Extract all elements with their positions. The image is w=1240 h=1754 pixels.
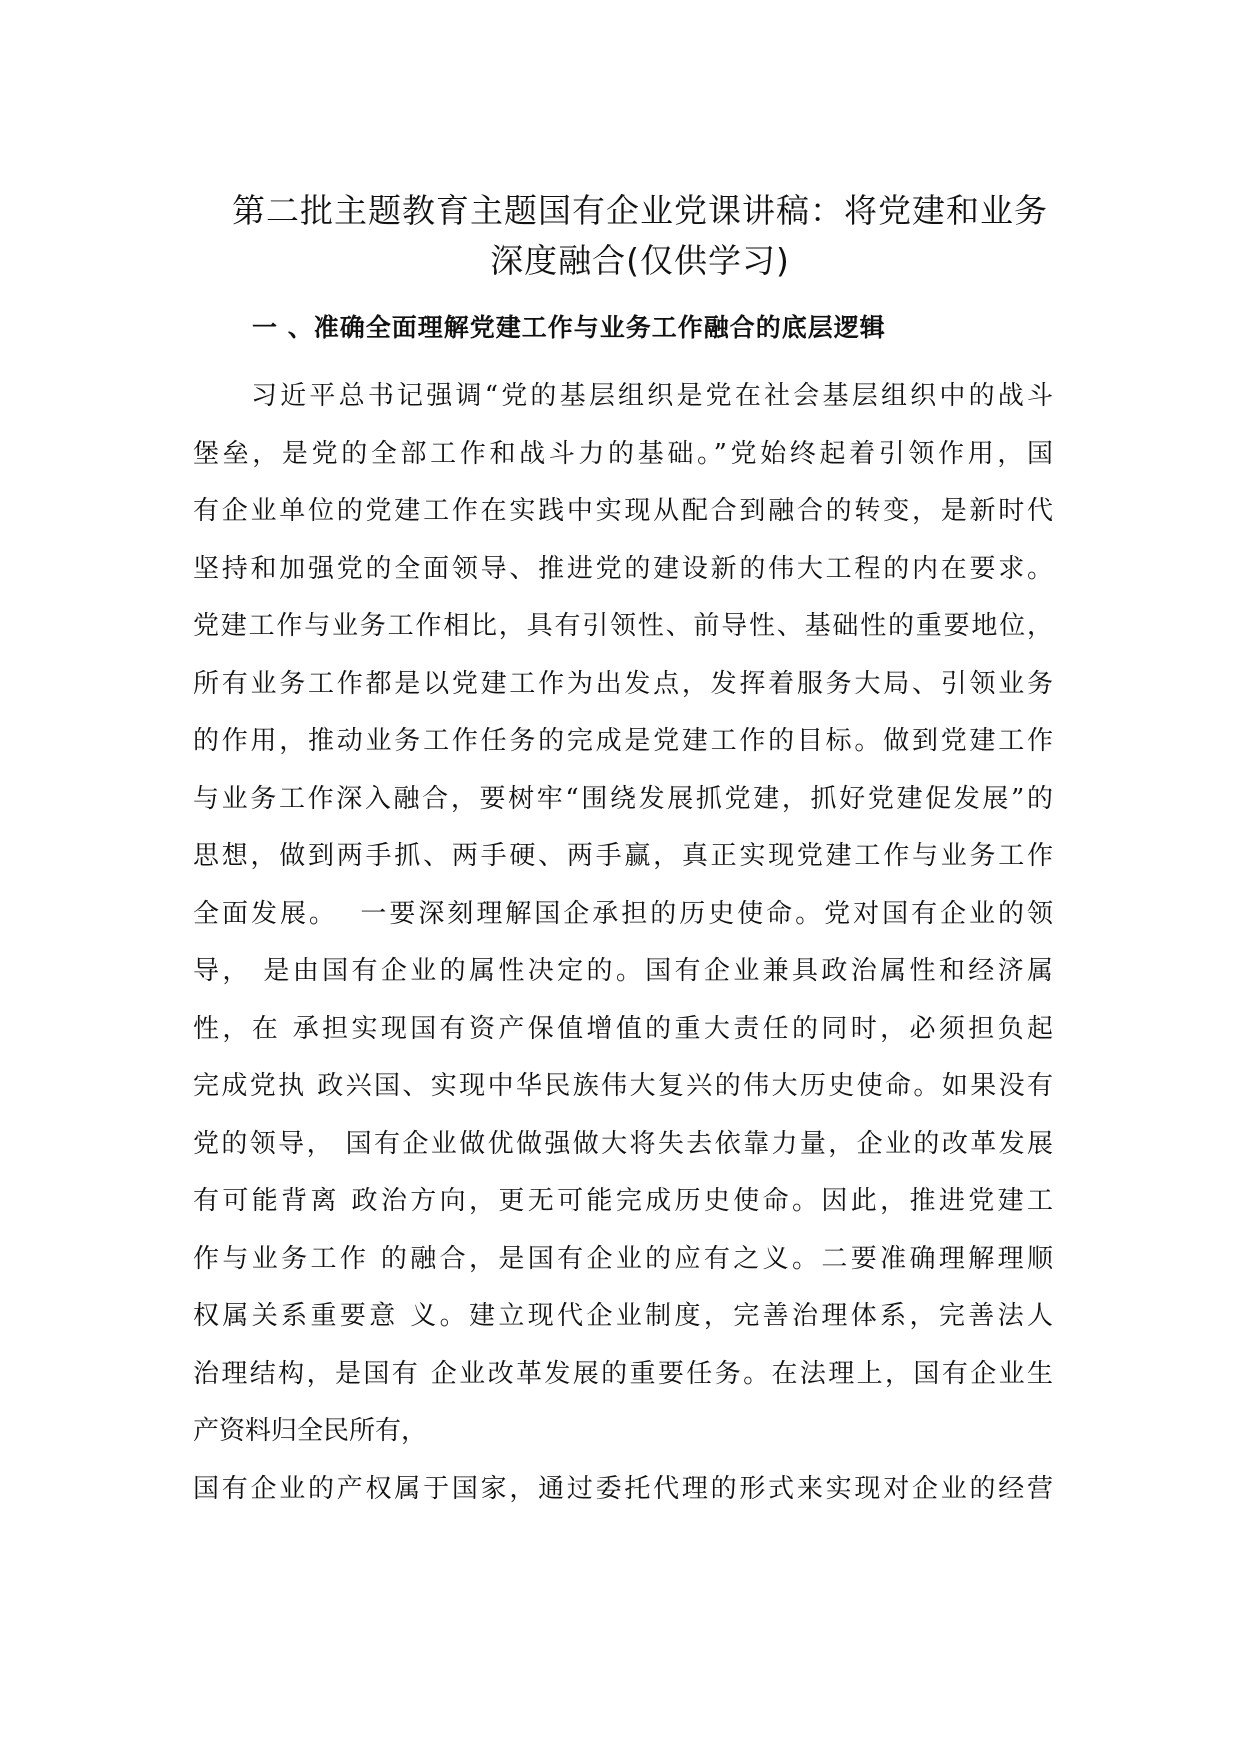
body-text bbox=[193, 368, 1053, 1518]
body-line: 性，在 承担实现国有资产保值增值的重大责任的同时，必须担负起 bbox=[193, 1013, 1053, 1044]
body-line: 完成党执 政兴国、实现中华民族伟大复兴的伟大历史使命。如果没有 bbox=[193, 1071, 1053, 1101]
body-line: 堡垒，是党的全部工作和战斗力的基础。”党始终起着引领作用，国 bbox=[193, 438, 1053, 469]
title-line-2: 深度融合(仅供学习) bbox=[490, 241, 790, 280]
title-line-1: 第二批主题教育主题国有企业党课讲稿：将党建和业务 bbox=[232, 191, 1048, 230]
section-heading: 一 、准确全面理解党建工作与业务工作融合的底层逻辑 bbox=[252, 313, 886, 342]
body-line: 党建工作与业务工作相比，具有引领性、前导性、基础性的重要地位， bbox=[193, 611, 1053, 641]
body-line: 国有企业的产权属于国家，通过委托代理的形式来实现对企业的经营 bbox=[193, 1473, 1053, 1504]
body-line: 作与业务工作 的融合，是国有企业的应有之义。二要准确理解理顺 bbox=[193, 1243, 1053, 1274]
body-line: 全面发展。 一要深刻理解国企承担的历史使命。党对国有企业的领 bbox=[193, 898, 1053, 929]
body-line: 的作用，推动业务工作任务的完成是党建工作的目标。做到党建工作 bbox=[193, 726, 1053, 756]
body-line: 有企业单位的党建工作在实践中实现从配合到融合的转变，是新时代 bbox=[193, 496, 1053, 526]
body-line: 思想，做到两手抓、两手硬、两手赢，真正实现党建工作与业务工作 bbox=[193, 841, 1053, 871]
body-line: 有可能背离 政治方向，更无可能完成历史使命。因此，推进党建工 bbox=[193, 1186, 1053, 1216]
body-line: 坚持和加强党的全面领导、推进党的建设新的伟大工程的内在要求。 bbox=[193, 553, 1053, 584]
body-line: 党的领导， 国有企业做优做强做大将失去依靠力量，企业的改革发展 bbox=[193, 1128, 1053, 1159]
body-line: 习近平总书记强调“党的基层组织是党在社会基层组织中的战斗 bbox=[251, 381, 1053, 411]
body-line: 与业务工作深入融合，要树牢“围绕发展抓党建，抓好党建促发展”的 bbox=[193, 783, 1053, 814]
document-title bbox=[200, 186, 1080, 286]
body-line: 权属关系重要意 义。建立现代企业制度，完善治理体系，完善法人 bbox=[193, 1301, 1053, 1331]
body-line: 导， 是由国有企业的属性决定的。国有企业兼具政治属性和经济属 bbox=[193, 956, 1053, 986]
body-line: 产资料归全民所有， bbox=[193, 1416, 428, 1446]
body-line: 所有业务工作都是以党建工作为出发点，发挥着服务大局、引领业务 bbox=[193, 668, 1053, 699]
body-line: 治理结构，是国有 企业改革发展的重要任务。在法理上，国有企业生 bbox=[193, 1358, 1053, 1389]
